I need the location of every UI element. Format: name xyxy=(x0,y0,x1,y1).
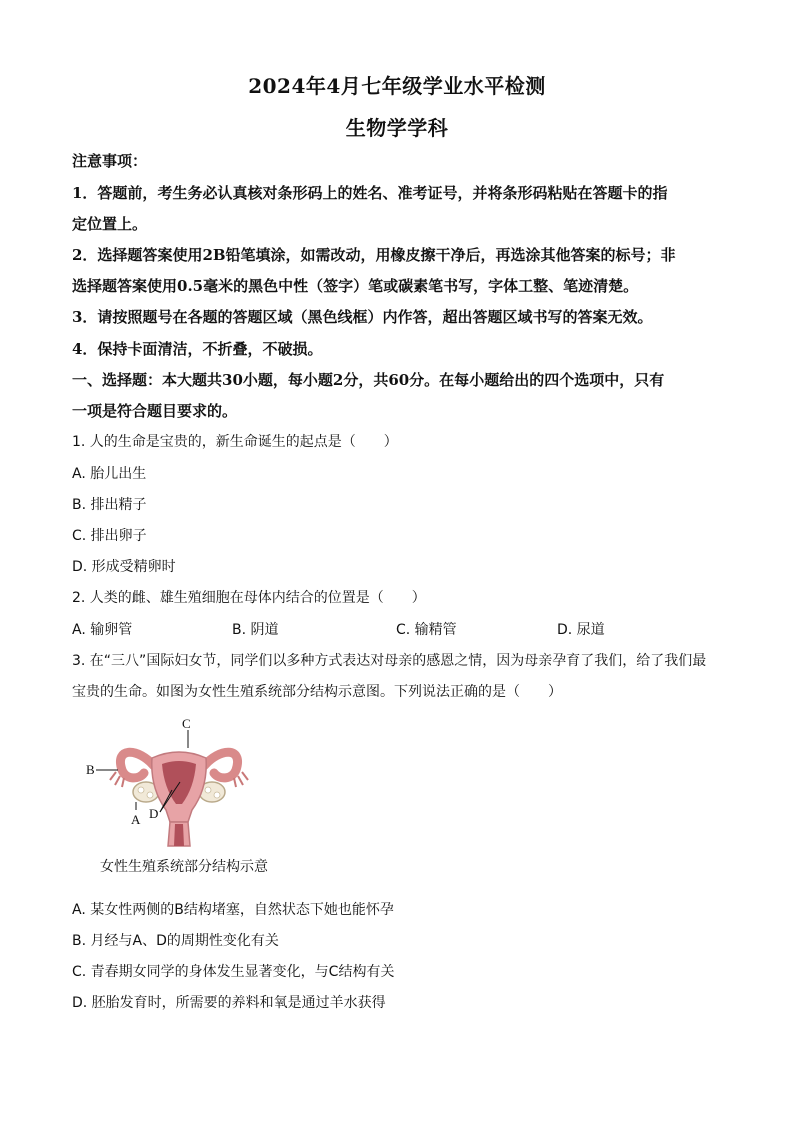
question-1-stem: 1. 人的生命是宝贵的，新生命诞生的起点是（ ） xyxy=(72,434,398,450)
question-2-option-c: C. 输精管 xyxy=(396,622,457,638)
note-line-5: 3．请按照题号在各题的答题区域（黑色线框）内作答，超出答题区域书写的答案无效。 xyxy=(72,308,653,326)
figure-label-c: C xyxy=(182,718,191,731)
question-3-option-a: A. 某女性两侧的B结构堵塞，自然状态下她也能怀孕 xyxy=(72,902,394,918)
note-line-3: 2．选择题答案使用2B铅笔填涂，如需改动，用橡皮擦干净后，再选涂其他答案的标号；非 xyxy=(72,246,676,264)
question-2-option-a: A. 输卵管 xyxy=(72,622,133,638)
question-3-option-c: C. 青春期女同学的身体发生显著变化，与C结构有关 xyxy=(72,964,395,980)
section-heading-line-2: 一项是符合题目要求的。 xyxy=(72,402,238,420)
question-1-option-c: C. 排出卵子 xyxy=(72,528,147,544)
question-2-option-b: B. 阴道 xyxy=(232,622,279,638)
note-line-2: 定位置上。 xyxy=(72,215,148,233)
left-fallopian-tube xyxy=(120,752,154,778)
section-heading-line-1: 一、选择题：本大题共30小题，每小题2分，共60分。在每小题给出的四个选项中，只有 xyxy=(72,371,665,389)
question-3-option-b: B. 月经与A、D的周期性变化有关 xyxy=(72,933,279,949)
question-2-option-d: D. 尿道 xyxy=(557,622,605,638)
notes-heading: 注意事项： xyxy=(72,152,148,170)
question-1-option-a: A. 胎儿出生 xyxy=(72,466,147,482)
question-3-stem-line-1: 3. 在“三八”国际妇女节，同学们以多种方式表达对母亲的感恩之情，因为母亲孕育了我们，给了我们最 xyxy=(72,653,707,669)
question-1-option-d: D. 形成受精卵时 xyxy=(72,559,176,575)
exam-title: 2024年4月七年级学业水平检测 xyxy=(248,74,546,98)
figure-label-d: D xyxy=(149,806,159,821)
figure-label-a: A xyxy=(131,812,141,827)
female-reproductive-system-figure xyxy=(84,718,274,848)
question-1-option-b: B. 排出精子 xyxy=(72,497,147,513)
note-line-4: 选择题答案使用0.5毫米的黑色中性（签字）笔或碳素笔书写，字体工整、笔迹清楚。 xyxy=(72,277,639,295)
right-fallopian-tube xyxy=(204,752,238,778)
figure-label-b: B xyxy=(86,762,95,777)
figure-caption: 女性生殖系统部分结构示意 xyxy=(100,859,268,875)
question-3-stem-line-2: 宝贵的生命。如图为女性生殖系统部分结构示意图。下列说法正确的是（ ） xyxy=(72,684,562,700)
exam-subject: 生物学学科 xyxy=(345,116,449,140)
question-2-stem: 2. 人类的雌、雄生殖细胞在母体内结合的位置是（ ） xyxy=(72,590,426,606)
note-line-1: 1．答题前，考生务必认真核对条形码上的姓名、准考证号，并将条形码粘贴在答题卡的指 xyxy=(72,184,668,202)
note-line-6: 4．保持卡面清洁，不折叠，不破损。 xyxy=(72,340,323,358)
question-3-option-d: D. 胚胎发育时，所需要的养料和氧是通过羊水获得 xyxy=(72,995,386,1011)
